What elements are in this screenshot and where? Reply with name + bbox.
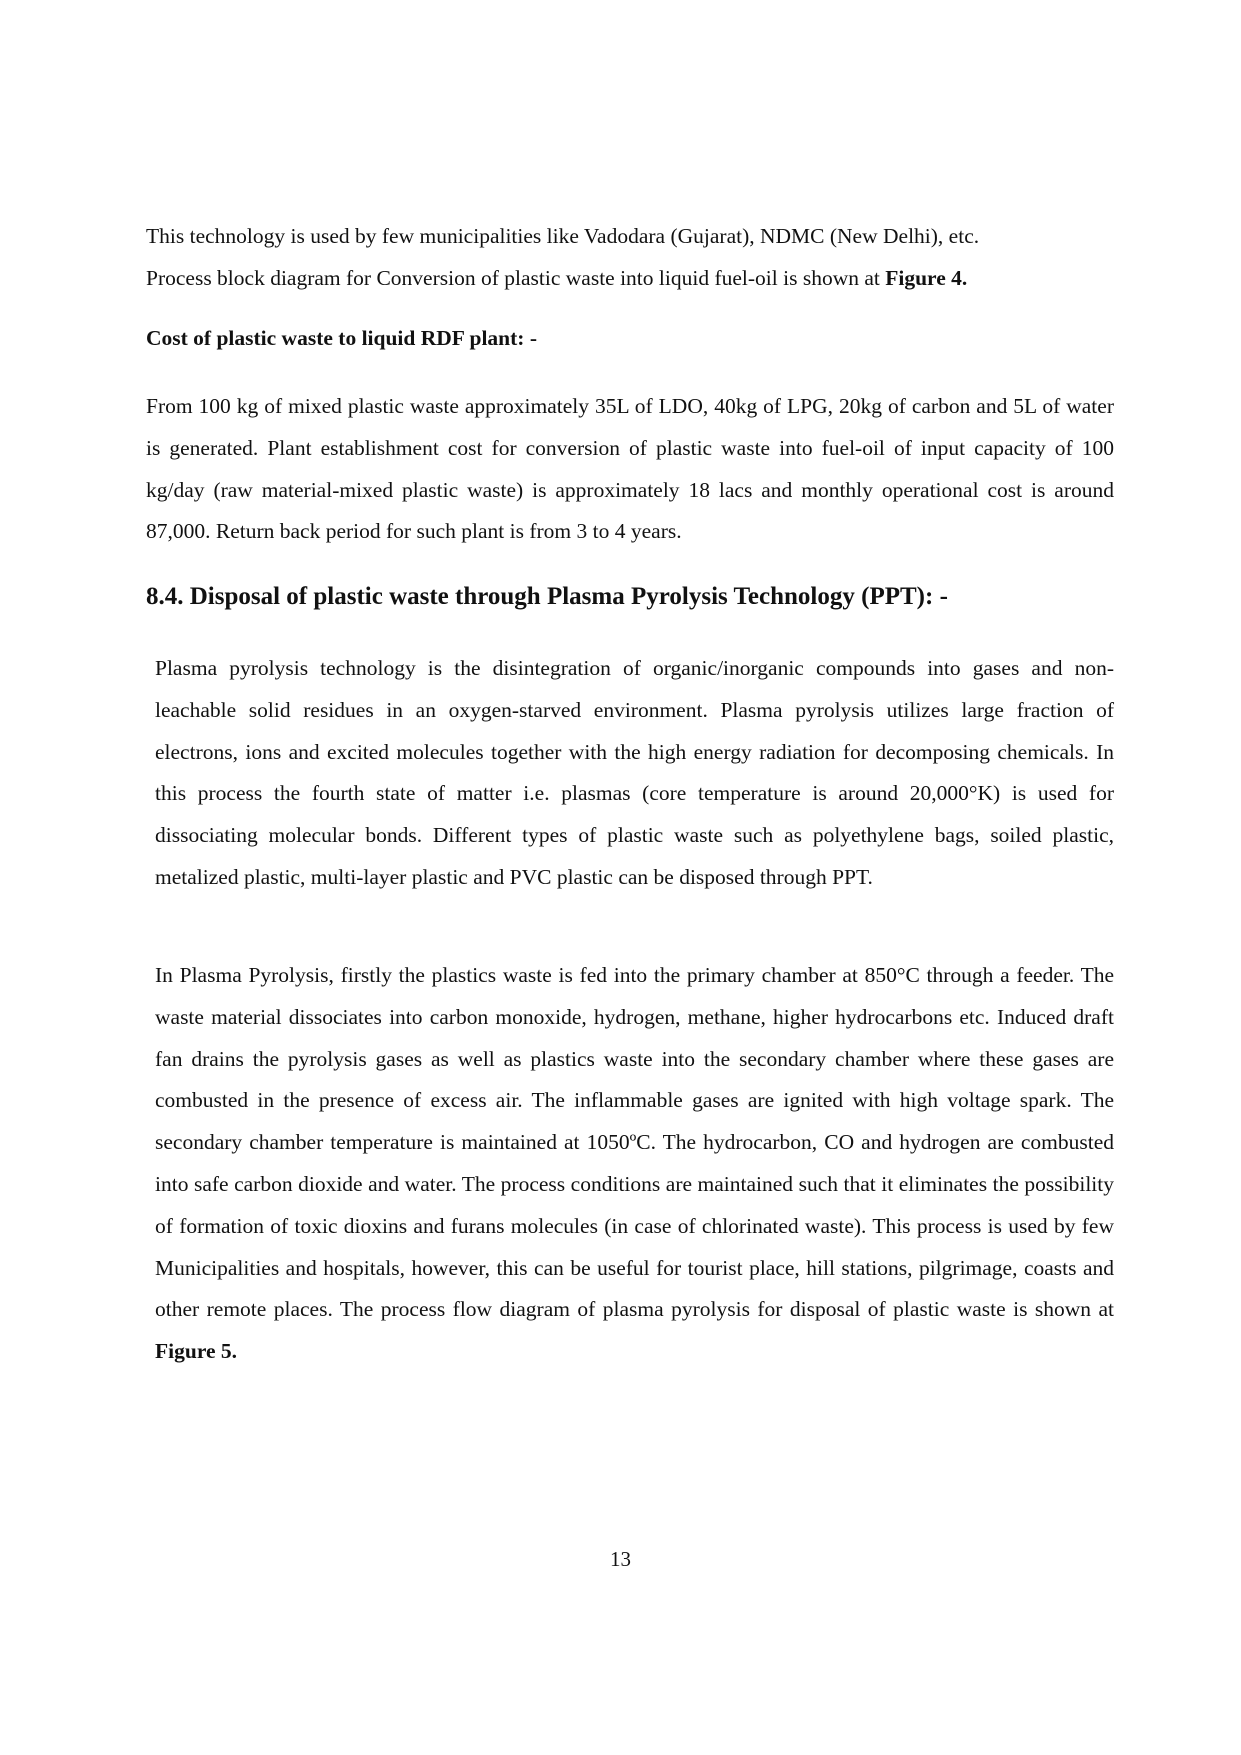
intro-paragraph [146, 216, 1086, 300]
ppt-paragraph-2 [155, 955, 1114, 1373]
section-heading: 8.4. Disposal of plastic waste through Plasma Pyrolysis Technology (PPT): - [146, 583, 948, 610]
figure-4-reference: Figure 4. [885, 265, 968, 290]
ppt-paragraph-1: Plasma pyrolysis technology is the disintegration of organic/inorganic compounds into gases and non- leachable solid residues in an oxygen-starved environment. Plasma pyrolysis utilizes large fraction of electrons, ions and excited molecules together with the high energy radiation for decomposing chemicals. In this process the fourth state of matter i.e. plasmas (core temperature is around 20,000°K) is used for dissociating molecular bonds. Different types of plastic waste such as polyethylene bags, soiled plastic, metalized plastic, multi-layer plastic and PVC plastic can be disposed through PPT. [155, 656, 1114, 889]
cost-paragraph: From 100 kg of mixed plastic waste approximately 35L of LDO, 40kg of LPG, 20kg of carbon and 5L of water is generated. Plant establishment cost for conversion of plastic waste into fuel-oil of input capacity of 100 kg/day (raw material-mixed plastic waste) is approximately 18 lacs and monthly operational cost is around 87,000. Return back period for such plant is from 3 to 4 years. [146, 394, 1114, 544]
cost-heading: Cost of plastic waste to liquid RDF plant: - [146, 326, 537, 350]
intro-line-1: This technology is used by few municipalities like Vadodara (Gujarat), NDMC (New Delhi), etc. [146, 224, 980, 248]
page-number: 13 [610, 1547, 631, 1571]
intro-line-2: Process block diagram for Conversion of plastic waste into liquid fuel-oil is shown at [146, 265, 886, 290]
figure-5-reference: Figure 5. [155, 1339, 238, 1364]
ppt-paragraph-2-text: In Plasma Pyrolysis, firstly the plastics waste is fed into the primary chamber at 850°C through a feeder. The waste material dissociates into carbon monoxide, hydrogen, methane, higher hydrocarbons etc. Induced draft fan drains the pyrolysis gases as well as plastics waste into the secondary chamber where these gases are combusted in the presence of excess air. The inflammable gases are ignited with high voltage spark. The secondary chamber temperature is maintained at 1050ºC. The hydrocarbon, CO and hydrogen are combusted into safe carbon dioxide and water. The process conditions are maintained such that it eliminates the possibility of formation of toxic dioxins and furans molecules (in case of chlorinated waste). This process is used by few Municipalities and hospitals, however, this can be useful for tourist place, hill stations, pilgrimage, coasts and other remote places. The process flow diagram of plasma pyrolysis for disposal of plastic waste is shown at [155, 963, 1114, 1322]
